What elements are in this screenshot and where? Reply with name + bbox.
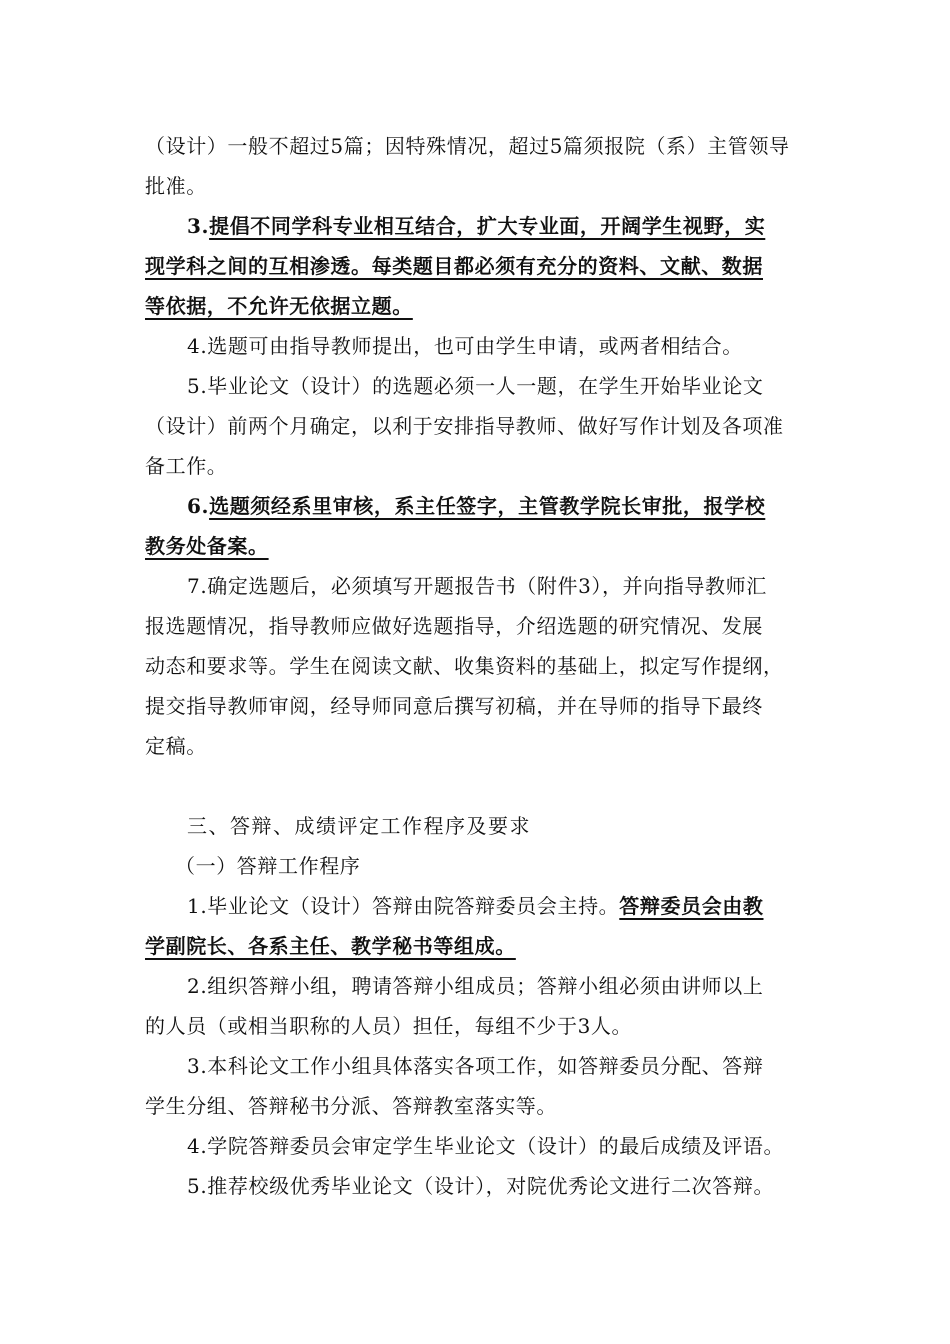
item-5-line: 备工作。: [145, 454, 228, 478]
item-5-line: （设计）前两个月确定，以利于安排指导教师、做好写作计划及各项准: [145, 414, 784, 438]
emphasized-text: 提倡不同学科专业相互结合，扩大专业面，开阔学生视野，实: [209, 214, 766, 238]
item-4-line: 4.选题可由指导教师提出，也可由学生申请，或两者相结合。: [187, 334, 743, 358]
defense-item-5-line: 5.推荐校级优秀毕业论文（设计），对院优秀论文进行二次答辩。: [187, 1174, 775, 1198]
defense-item-2-line: 2.组织答辩小组，聘请答辩小组成员；答辩小组必须由讲师以上: [187, 974, 764, 998]
defense-item-4-line: 4.学院答辩委员会审定学生毕业论文（设计）的最后成绩及评语。: [187, 1134, 785, 1158]
defense-item-1-line: [145, 886, 810, 926]
plain-text: 1.毕业论文（设计）答辩由院答辩委员会主持。: [187, 894, 620, 918]
emphasized-text: 答辩委员会由教: [619, 894, 764, 918]
subsection-heading: （一）答辩工作程序: [175, 854, 361, 878]
paragraph-line: （设计）一般不超过5篇；因特殊情况，超过5篇须报院（系）主管领导: [145, 134, 790, 158]
item-6-line: [145, 486, 810, 526]
paragraph-line: 批准。: [145, 174, 207, 198]
defense-item-3-line: 学生分组、答辩秘书分派、答辩教室落实等。: [145, 1094, 557, 1118]
emphasized-text: 等依据，不允许无依据立题。: [145, 294, 413, 318]
item-number: 3.: [187, 214, 210, 238]
defense-item-3-line: 3.本科论文工作小组具体落实各项工作，如答辩委员分配、答辩: [187, 1054, 764, 1078]
emphasized-text: 教务处备案。: [145, 534, 269, 558]
item-7-line: 提交指导教师审阅，经导师同意后撰写初稿，并在导师的指导下最终: [145, 694, 763, 718]
document-page: [145, 126, 810, 1206]
item-7-line: 报选题情况，指导教师应做好选题指导，介绍选题的研究情况、发展: [145, 614, 763, 638]
item-3-line: [145, 286, 810, 326]
section-heading: 三、答辩、成绩评定工作程序及要求: [187, 814, 531, 838]
item-6-line: [145, 526, 810, 566]
emphasized-text: 现学科之间的互相渗透。每类题目都必须有充分的资料、文献、数据: [145, 254, 763, 278]
section-spacer: [145, 766, 810, 806]
item-5-line: 5.毕业论文（设计）的选题必须一人一题，在学生开始毕业论文: [187, 374, 764, 398]
item-7-line: 动态和要求等。学生在阅读文献、收集资料的基础上，拟定写作提纲，: [145, 654, 784, 678]
defense-item-1-line: [145, 926, 810, 966]
item-number: 6.: [187, 494, 210, 518]
emphasized-text: 学副院长、各系主任、教学秘书等组成。: [145, 934, 516, 958]
defense-item-2-line: 的人员（或相当职称的人员）担任，每组不少于3人。: [145, 1014, 633, 1038]
item-3-line: [145, 246, 810, 286]
emphasized-text: 选题须经系里审核，系主任签字，主管教学院长审批，报学校: [209, 494, 766, 518]
item-3-line: [145, 206, 810, 246]
item-7-line: 7.确定选题后，必须填写开题报告书（附件3），并向指导教师汇: [187, 574, 767, 598]
item-7-line: 定稿。: [145, 734, 207, 758]
